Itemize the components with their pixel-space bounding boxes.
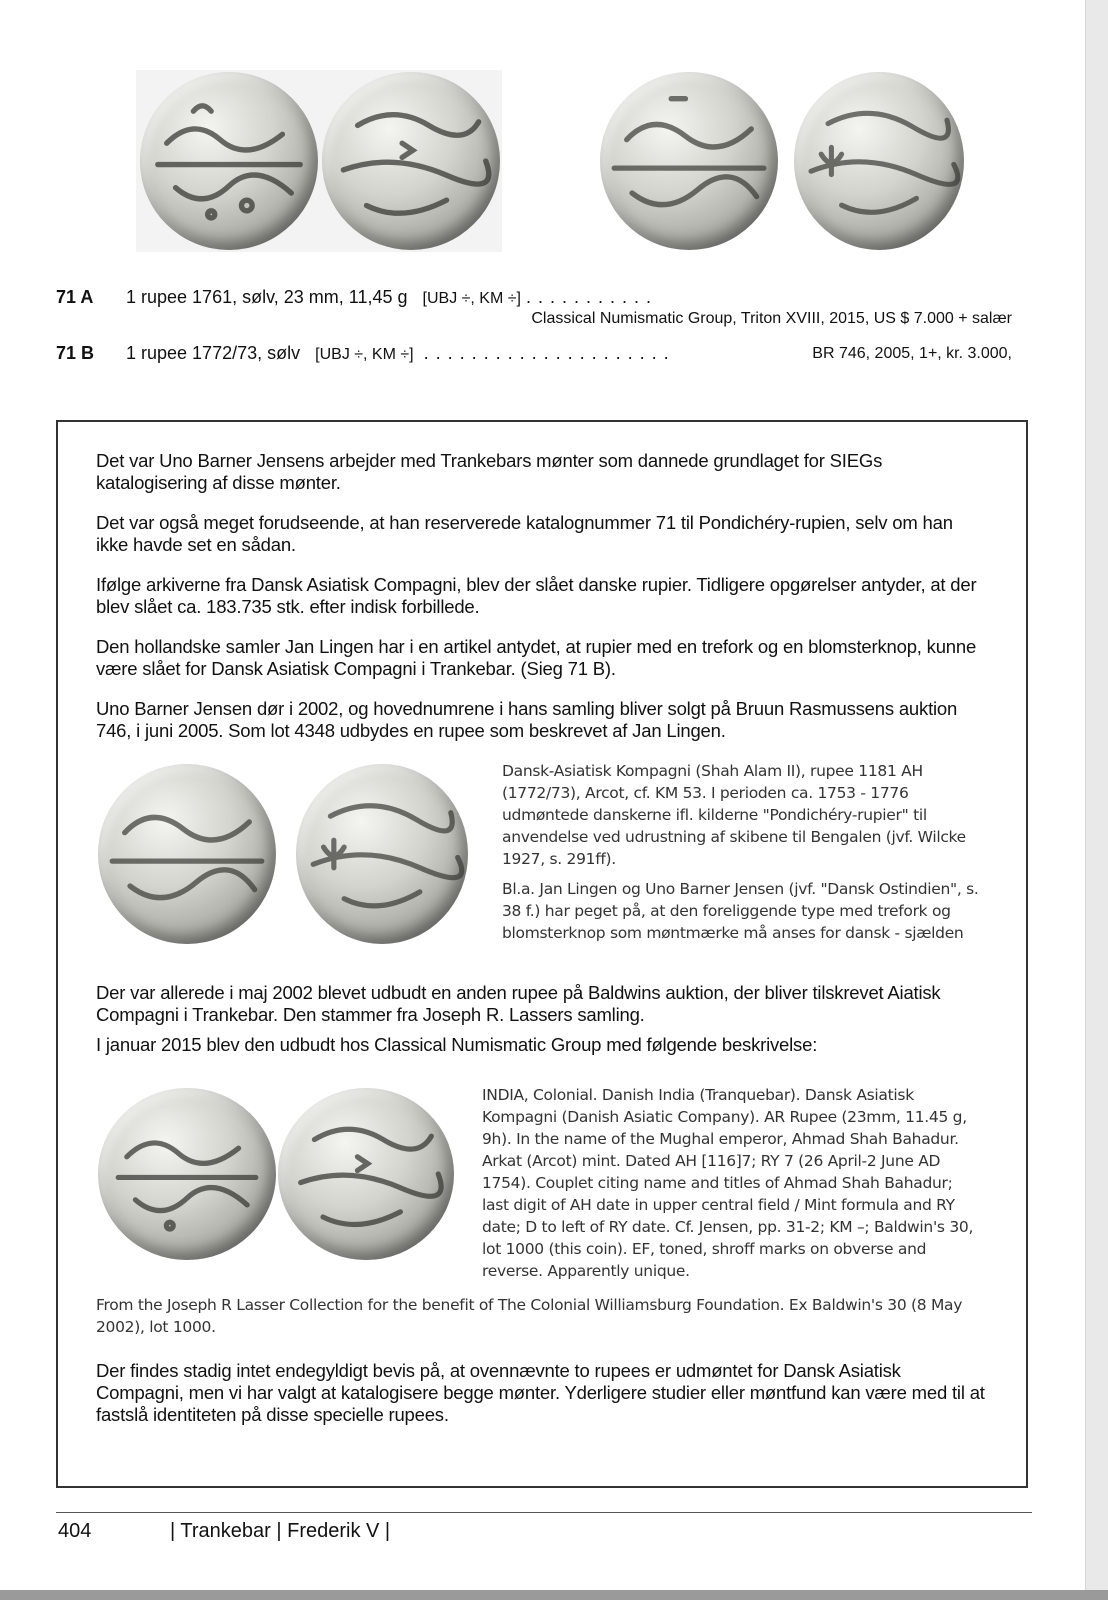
box-paragraph-7: I januar 2015 blev den udbudt hos Classical Numismatic Group med følgende beskrivelse:: [96, 1034, 818, 1055]
entry-description: 1 rupee 1761, sølv, 23 mm, 11,45 g [UBJ ÷, KM ÷] . . . . . . . . . . .: [126, 287, 653, 307]
entry-dots: . . . . . . . . . . . . . . . . . . . . .: [423, 343, 670, 363]
lot-4348-caption-note: Bl.a. Jan Lingen og Uno Barner Jensen (jvf. "Dansk Ostindien", s. 38 f.) har peget på, at den foreliggende type med trefork og blomsterknop som møntmærke må anses for dansk - sjælden: [502, 880, 979, 942]
viewer-scrollbar[interactable]: [1085, 0, 1108, 1600]
footer-divider: [56, 1512, 1032, 1513]
page-number: 404: [58, 1520, 92, 1542]
coin-cng-reverse-image: [278, 1088, 454, 1260]
entry-number: 71 B: [56, 343, 95, 363]
box-paragraph-8: Der findes stadig intet endegyldigt bevis på, at ovennævnte to rupees er udmøntet for Dansk Asiatisk Compagni, men vi har valgt at katalogisere begge mønter. Yderligere studier eller møntfund kan være med til at fastslå identiteten på disse specielle rupees.: [96, 1360, 985, 1425]
cng-description-caption: INDIA, Colonial. Danish India (Tranquebar). Dansk Asiatisk Kompagni (Danish Asiatic Company). AR Rupee (23mm, 11.45 g, 9h). In the name of the Mughal emperor, Ahmad Shah Bahadur. Arkat (Arcot) mint. Dated AH [116]7; RY 7 (26 April-2 June AD 1754). Couplet citing name and titles of Ahmad Shah Bahadur; last digit of AH date in upper central field / Mint formula and RY date; D to left of RY date. Cf. Jensen, pp. 31-2; KM –; Baldwin's 30, lot 1000 (this coin). EF, toned, shroff marks on obverse and reverse. Apparently unique.: [482, 1086, 974, 1280]
coin-71a-obverse-image: [140, 72, 318, 250]
entry-number: 71 A: [56, 287, 94, 307]
coin-71a-reverse-image: [322, 72, 500, 250]
box-paragraph-6: Der var allerede i maj 2002 blevet udbudt en anden rupee på Baldwins auktion, der bliver tilskrevet Aiatisk Compagni i Trankebar. Den stammer fra Joseph R. Lassers samling.: [96, 982, 941, 1025]
coin-lot-4348-obverse-image: [98, 764, 276, 944]
coin-lot-4348-reverse-image: [296, 764, 468, 944]
viewer-bottom-bar: [0, 1590, 1108, 1600]
running-footer: | Trankebar | Frederik V |: [170, 1520, 391, 1542]
box-paragraph-1: Det var Uno Barner Jensens arbejder med Trankebars mønter som dannede grundlaget for SIEGs katalogisering af disse mønter.: [96, 450, 883, 493]
coin-71b-reverse-image: [794, 72, 964, 250]
lot-4348-caption: Dansk-Asiatisk Kompagni (Shah Alam II), rupee 1181 AH (1772/73), Arcot, cf. KM 53. I perioden ca. 1753 - 1776 udmøntede danskerne ifl. kilderne "Pondichéry-rupier" til anvendelse ved udrustning af skibene til Bengalen (jvf. Wilcke 1927, s. 291ff).: [502, 762, 966, 868]
entry-description: 1 rupee 1772/73, sølv [UBJ ÷, KM ÷] . . . . . . . . . . . . . . . . . . . . .: [126, 343, 670, 363]
box-paragraph-2: Det var også meget forudseende, at han reserverede katalognummer 71 til Pondichéry-rupien, selv om han ikke havde set en sådan.: [96, 512, 953, 555]
entry-dots: . . . . . . . . . . .: [526, 287, 653, 307]
coin-71b-obverse-image: [600, 72, 778, 250]
box-paragraph-3: Ifølge arkiverne fra Dansk Asiatisk Compagni, blev der slået danske rupier. Tidligere opgørelser antyder, at der blev slået ca. 183.735 stk. efter indisk forbillede.: [96, 574, 977, 617]
cng-provenance-caption: From the Joseph R Lasser Collection for the benefit of The Colonial Williamsburg Foundation. Ex Baldwin's 30 (8 May 2002), lot 1000.: [96, 1296, 963, 1336]
entry-reference: [UBJ ÷, KM ÷]: [422, 290, 521, 307]
entry-71b-price: BR 746, 2005, 1+, kr. 3.000,: [812, 345, 1012, 362]
box-paragraph-5: Uno Barner Jensen dør i 2002, og hovednumrene i hans samling bliver solgt på Bruun Rasmussens auktion 746, i juni 2005. Som lot 4348 udbydes en rupee som beskrevet af Jan Lingen.: [96, 698, 958, 741]
entry-reference: [UBJ ÷, KM ÷]: [315, 346, 414, 363]
entry-71a-price: Classical Numismatic Group, Triton XVIII, 2015, US $ 7.000 + salær: [531, 310, 1012, 327]
catalog-entry-71a: [56, 286, 1016, 308]
coin-cng-obverse-image: [98, 1088, 276, 1260]
box-paragraph-4: Den hollandske samler Jan Lingen har i en artikel antydet, at rupier med en trefork og en blomsterknop, kunne være slået for Dansk Asiatisk Compagni i Trankebar. (Sieg 71 B).: [96, 636, 977, 679]
